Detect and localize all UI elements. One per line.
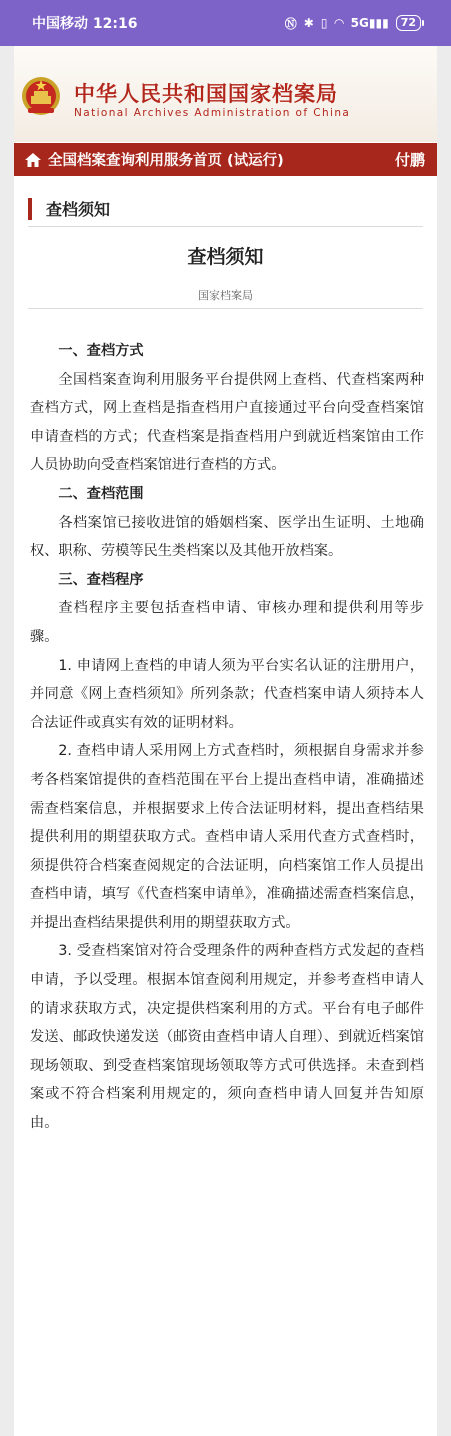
nfc-icon: Ⓝ: [284, 16, 297, 31]
paragraph-procedure-step-2: 2. 查档申请人采用网上方式查档时，须根据自身需求并参考各档案馆提供的查档范围在平台上提出查档申请，准确描述需查档案信息，并根据要求上传合法证明材料，提出查档结果提供利用的期望获取方式。查档申请人采用代查方式查档时，须提供符合档案查阅规定的合法证明，向档案馆工作人员提出查档申请，填写《代查档案申请单》，准确描述需查档案信息，并提出查档结果提供利用的期望获取方式。: [30, 743, 424, 931]
paragraph-scope: 各档案馆已接收进馆的婚姻档案、医学出生证明、土地确权、职称、劳模等民生类档案以及其他开放档案。: [30, 514, 424, 560]
paragraph-procedure-intro: 查档程序主要包括查档申请、审核办理和提供利用等步骤。: [30, 600, 424, 645]
paragraph-procedure-step-1: 1. 申请网上查档的申请人须为平台实名认证的注册用户，并同意《网上查档须知》所列条款；代查档案申请人须持本人合法证件或真实有效的证明材料。: [30, 657, 424, 731]
navbar: [14, 143, 437, 176]
brand-name-cn: 中华人民共和国国家档案局: [74, 82, 338, 106]
network-type: 5G: [350, 16, 369, 30]
vibrate-icon: ▯: [320, 16, 328, 30]
status-icons: [285, 15, 421, 32]
article-title: 查档须知: [187, 246, 264, 268]
divider: [28, 308, 423, 309]
article-source: 国家档案局: [198, 289, 253, 302]
bluetooth-icon: ✱: [303, 16, 314, 30]
heading-method: 一、查档方式: [58, 343, 144, 359]
paragraph-procedure-step-3: 3. 受查档案馆对符合受理条件的两种查档方式发起的查档申请，予以受理。根据本馆查阅利用规定，并参考查档申请人的请求获取方式，决定提供档案利用的方式。平台有电子邮件发送、邮政快递发送（邮资由查档申请人自理）、到就近档案馆现场领取、到受查档案馆现场领取等方式可供选择。未查到档案或不符合档案利用规定的，须向查档申请人回复并告知原由。: [30, 943, 424, 1132]
section-accent-bar: [28, 198, 32, 220]
article-content: [30, 337, 424, 1138]
heading-scope: 二、查档范围: [58, 485, 144, 502]
signal-icon: 5G▮▮▮: [350, 16, 389, 30]
home-link[interactable]: [24, 149, 395, 170]
page: [14, 46, 437, 1436]
section-header: [28, 191, 423, 227]
carrier-time: 中国移动 12:16: [32, 16, 138, 32]
home-icon: [24, 152, 42, 168]
home-link-label: 全国档案查询利用服务首页 (试运行): [48, 153, 284, 169]
status-bar: [0, 0, 451, 46]
header-banner: [14, 46, 437, 142]
national-emblem-icon: [21, 74, 61, 118]
battery-icon: 72: [396, 15, 421, 31]
wifi-icon: ◠: [334, 16, 344, 30]
brand-name-en: National Archives Administration of China: [74, 107, 351, 119]
heading-procedure: 三、查档程序: [58, 571, 144, 588]
user-name[interactable]: 付鹏: [394, 151, 425, 169]
section-title: 查档须知: [46, 200, 111, 219]
paragraph-method: 全国档案查询利用服务平台提供网上查档、代查档案两种查档方式，网上查档是指查档用户直接通过平台向受查档案馆申请查档的方式；代查档案是指查档用户到就近档案馆由工作人员协助向受查档案馆进行查档的方式。: [30, 371, 424, 474]
